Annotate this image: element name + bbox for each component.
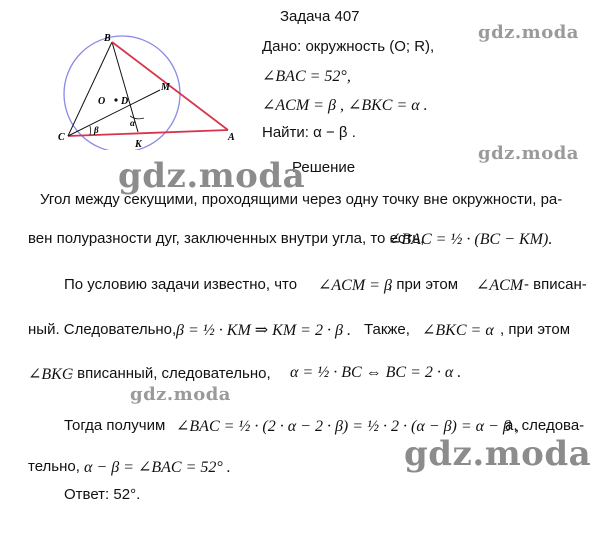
given-line-2: ∠BAC = 52°, xyxy=(262,68,351,85)
para1-line1: Угол между секущими, проходящими через одну точку вне окружности, ра- xyxy=(40,191,563,208)
para1-line2-text: вен полуразности дуг, заключенных внутри угла, то есть, xyxy=(28,230,425,247)
segment-ba xyxy=(112,42,228,130)
label-beta: β xyxy=(94,125,99,135)
watermark: gdz.moda xyxy=(478,143,579,164)
task-title: Задача 407 xyxy=(280,8,360,25)
label-c: C xyxy=(58,132,65,143)
answer: Ответ: 52°. xyxy=(64,486,141,503)
geometry-figure xyxy=(50,34,250,150)
para3-line1-math: ∠BAC = ½ · (2 · α − 2 · β) = ½ · 2 · (α − β) = α − β , xyxy=(176,418,519,435)
para2-line1-text3: - вписан- xyxy=(524,276,587,293)
para2-line3-m2: α = ½ · BC ⇔ BC = 2 · α . xyxy=(290,364,462,381)
para2-line1-m1: ∠ACM = β xyxy=(318,277,392,294)
para3-line2-math: α − β = ∠BAC = 52° . xyxy=(84,459,231,476)
label-b: B xyxy=(104,34,111,44)
para2-line3-m1: ∠BKC xyxy=(28,366,73,383)
watermark: gdz.moda xyxy=(478,22,579,43)
segment-cm xyxy=(68,90,160,136)
given-line-3: ∠ACM = β , ∠BKC = α . xyxy=(262,97,428,114)
para1-line2-math: ∠BAC = ½ · (BC − KM). xyxy=(388,231,553,248)
solution-heading: Решение xyxy=(292,159,356,176)
para2-line2-text3: , при этом xyxy=(500,321,571,338)
segment-ca xyxy=(68,130,228,136)
watermark: gdz.moda xyxy=(130,384,231,405)
given-line-1: Дано: окружность (O; R), xyxy=(262,38,435,55)
para2-line3-text: - вписанный, следовательно, xyxy=(68,365,271,382)
given-line-4: Найти: α − β . xyxy=(262,124,356,141)
segment-cb xyxy=(68,42,112,136)
para2-line1-text: По условию задачи известно, что xyxy=(64,276,298,293)
para2-line2-m1: β = ½ · KM ⇒ KM = 2 · β . xyxy=(176,322,351,339)
label-k: K xyxy=(135,139,142,150)
label-m: M xyxy=(161,82,170,93)
para3-line1-text: Тогда получим xyxy=(64,417,166,434)
para3-line1-text2: а, следова- xyxy=(505,417,585,434)
para2-line1-m2: ∠ACM xyxy=(476,277,524,294)
label-d: D xyxy=(121,96,129,107)
watermark: gdz.moda xyxy=(404,434,592,474)
para2-line2-text: ный. Следовательно, xyxy=(28,321,177,338)
para2-line2-text2: Также, xyxy=(364,321,410,338)
watermark: gdz.moda xyxy=(118,156,306,196)
para2-line2-m2: ∠BKC = α xyxy=(422,322,494,339)
para3-line2-text: тельно, xyxy=(28,458,80,475)
point-o xyxy=(114,98,117,101)
label-o: O xyxy=(98,96,106,107)
label-a: A xyxy=(228,132,235,143)
label-alpha: α xyxy=(130,118,135,128)
para2-line1-text2: , при этом xyxy=(388,276,459,293)
